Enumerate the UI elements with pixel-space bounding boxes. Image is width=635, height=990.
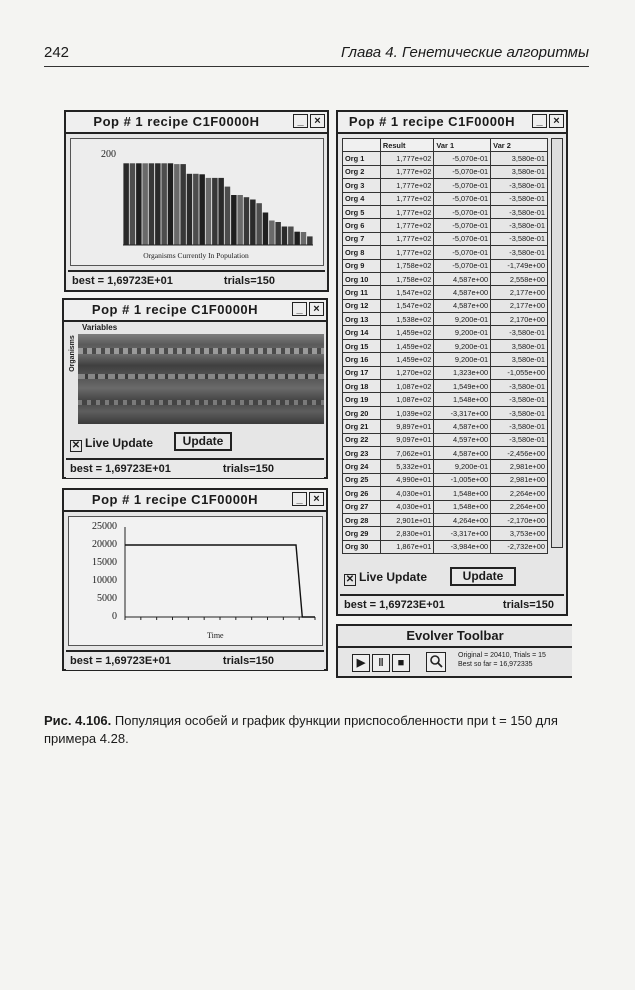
checkbox-box[interactable]: ✕ xyxy=(71,440,81,451)
table-cell: 1,777e+02 xyxy=(380,232,434,245)
table-cell: 1,459e+02 xyxy=(380,353,434,366)
line-y-tick: 10000 xyxy=(92,575,117,586)
table-cell: 9,200e-01 xyxy=(434,339,491,352)
row-header-cell: Org 14 xyxy=(343,326,381,339)
window-titlebar[interactable] xyxy=(66,112,327,134)
row-header-cell: Org 26 xyxy=(343,487,381,500)
table-cell: -5,070e-01 xyxy=(434,165,491,178)
best-value: best = 1,69723E+01 xyxy=(70,655,171,667)
bar xyxy=(193,174,199,245)
table-cell: 4,587e+00 xyxy=(434,446,491,459)
row-header-cell: Org 7 xyxy=(343,232,381,245)
table-cell: 2,830e+01 xyxy=(380,527,434,540)
table-row[interactable] xyxy=(343,433,548,446)
heatmap-stripe xyxy=(78,348,324,354)
table-cell: 1,459e+02 xyxy=(380,339,434,352)
trials-value: trials=150 xyxy=(222,655,274,667)
table-cell: 1,087e+02 xyxy=(380,393,434,406)
table-cell: 2,901e+01 xyxy=(380,513,434,526)
bar-chart-panel xyxy=(70,138,324,266)
bar xyxy=(237,195,243,245)
row-header-cell: Org 17 xyxy=(343,366,381,379)
row-header-cell: Org 15 xyxy=(343,339,381,352)
update-button[interactable]: Update xyxy=(450,567,516,586)
bar xyxy=(206,178,212,245)
row-header-cell: Org 2 xyxy=(343,165,381,178)
best-value: best = 1,69723E+01 xyxy=(344,599,445,611)
table-row[interactable] xyxy=(343,152,548,165)
table-row[interactable] xyxy=(343,219,548,232)
bar xyxy=(282,227,288,246)
table-row[interactable] xyxy=(343,460,548,473)
table-cell: 4,990e+01 xyxy=(380,473,434,486)
table-cell: -3,580e-01 xyxy=(491,246,548,259)
table-cell: 1,547e+02 xyxy=(380,299,434,312)
bar xyxy=(212,178,218,245)
table-cell: 1,777e+02 xyxy=(380,152,434,165)
table-row[interactable] xyxy=(343,286,548,299)
table-row[interactable] xyxy=(343,366,548,379)
table-row[interactable] xyxy=(343,272,548,285)
bar xyxy=(136,163,142,245)
variables-window xyxy=(62,298,328,479)
table-cell: 1,323e+00 xyxy=(434,366,491,379)
table-row[interactable] xyxy=(343,259,548,272)
table-cell: -3,317e+00 xyxy=(434,406,491,419)
bar xyxy=(142,163,148,245)
table-cell: 1,548e+00 xyxy=(434,487,491,500)
table-cell: 2,264e+00 xyxy=(491,500,548,513)
table-cell: 2,170e+00 xyxy=(491,313,548,326)
organisms-table xyxy=(342,138,548,554)
bar xyxy=(174,164,180,245)
table-cell: 4,030e+01 xyxy=(380,500,434,513)
table-cell: 9,897e+01 xyxy=(380,420,434,433)
table-cell: 4,587e+00 xyxy=(434,272,491,285)
table-cell: -3,580e-01 xyxy=(491,433,548,446)
row-header-cell: Org 30 xyxy=(343,540,381,553)
table-cell: 1,459e+02 xyxy=(380,326,434,339)
heatmap-stripe xyxy=(78,400,324,405)
table-cell: -1,005e+00 xyxy=(434,473,491,486)
line-chart-window xyxy=(62,488,328,671)
corner-cell xyxy=(343,139,381,152)
table-row[interactable] xyxy=(343,192,548,205)
caption-label: Рис. 4.106. xyxy=(44,713,112,728)
close-button[interactable]: × xyxy=(310,114,325,128)
table-cell: 7,062e+01 xyxy=(380,446,434,459)
minimize-button[interactable]: _ xyxy=(293,114,308,128)
table-row[interactable] xyxy=(343,179,548,192)
heatmap-stripe xyxy=(78,374,324,379)
table-cell: -5,070e-01 xyxy=(434,259,491,272)
bar xyxy=(263,213,269,246)
line-x-label: Time xyxy=(207,631,224,640)
table-cell: 9,200e-01 xyxy=(434,326,491,339)
toolbar-info-line: Original = 20410, Trials = 15 xyxy=(458,652,546,659)
table-cell: 3,753e+00 xyxy=(491,527,548,540)
bar-y-tick: 200 xyxy=(101,149,116,160)
bar xyxy=(288,227,294,246)
table-cell: 2,177e+00 xyxy=(491,286,548,299)
bar xyxy=(225,187,231,245)
live-update-label: Live Update xyxy=(85,436,154,450)
row-header-cell: Org 11 xyxy=(343,286,381,299)
table-row[interactable] xyxy=(343,326,548,339)
bar xyxy=(199,174,205,245)
table-cell: 4,587e+00 xyxy=(434,286,491,299)
pause-button[interactable]: ‖ xyxy=(372,654,390,672)
table-cell: -5,070e-01 xyxy=(434,232,491,245)
bar xyxy=(187,174,193,245)
chapter-title: Глава 4. Генетические алгоритмы xyxy=(340,44,589,61)
table-cell: 9,200e-01 xyxy=(434,353,491,366)
bar xyxy=(307,236,313,245)
table-row[interactable] xyxy=(343,487,548,500)
row-header-cell: Org 1 xyxy=(343,152,381,165)
status-bar xyxy=(68,270,325,290)
column-header[interactable]: Var 2 xyxy=(491,139,548,152)
bar-x-label: Organisms Currently In Population xyxy=(143,251,249,260)
row-header-cell: Org 18 xyxy=(343,380,381,393)
table-row[interactable] xyxy=(343,406,548,419)
window-titlebar[interactable] xyxy=(338,112,566,134)
row-header-cell: Org 16 xyxy=(343,353,381,366)
row-header-cell: Org 28 xyxy=(343,513,381,526)
organisms-side-label: Organisms xyxy=(68,335,76,372)
page-number: 242 xyxy=(44,44,70,61)
table-cell: -5,070e-01 xyxy=(434,219,491,232)
table-cell: -3,580e-01 xyxy=(491,219,548,232)
status-bar xyxy=(66,650,324,670)
bar-chart-window xyxy=(64,110,329,292)
window-title: Pop # 1 recipe C1F0000H xyxy=(91,492,259,507)
minimize-button[interactable]: _ xyxy=(292,302,307,316)
table-cell: -3,580e-01 xyxy=(491,393,548,406)
best-value: best = 1,69723E+01 xyxy=(72,275,173,287)
row-header-cell: Org 5 xyxy=(343,205,381,218)
table-cell: 3,580e-01 xyxy=(491,152,548,165)
trials-value: trials=150 xyxy=(502,599,554,611)
table-cell: 1,777e+02 xyxy=(380,246,434,259)
column-header[interactable]: Var 1 xyxy=(434,139,491,152)
table-row[interactable] xyxy=(343,246,548,259)
minimize-button[interactable]: _ xyxy=(532,114,547,128)
header-rule xyxy=(44,66,589,67)
table-cell: -3,580e-01 xyxy=(491,380,548,393)
table-row[interactable] xyxy=(343,299,548,312)
row-header-cell: Org 29 xyxy=(343,527,381,540)
table-cell: 1,777e+02 xyxy=(380,165,434,178)
table-cell: 2,981e+00 xyxy=(491,460,548,473)
table-cell: -1,055e+00 xyxy=(491,366,548,379)
table-cell: -3,984e+00 xyxy=(434,540,491,553)
trials-value: trials=150 xyxy=(222,463,274,475)
table-cell: -3,317e+00 xyxy=(434,527,491,540)
table-row[interactable] xyxy=(343,313,548,326)
table-cell: 1,547e+02 xyxy=(380,286,434,299)
organisms-table-window xyxy=(336,110,568,616)
table-row[interactable] xyxy=(343,513,548,526)
table-cell: 1,039e+02 xyxy=(380,406,434,419)
bar xyxy=(244,197,250,245)
toolbar-info-line: Best so far = 16,972335 xyxy=(458,661,533,668)
row-header-cell: Org 10 xyxy=(343,272,381,285)
close-button[interactable]: × xyxy=(309,492,324,506)
row-header-cell: Org 24 xyxy=(343,460,381,473)
line-y-tick: 5000 xyxy=(97,593,117,604)
bar xyxy=(301,232,307,245)
table-cell: -3,580e-01 xyxy=(491,205,548,218)
table-cell: 9,200e-01 xyxy=(434,313,491,326)
table-cell: 4,030e+01 xyxy=(380,487,434,500)
table-cell: 9,200e-01 xyxy=(434,460,491,473)
table-cell: 1,867e+01 xyxy=(380,540,434,553)
table-cell: -3,580e-01 xyxy=(491,420,548,433)
table-cell: 2,177e+00 xyxy=(491,299,548,312)
variables-heatmap xyxy=(78,334,324,424)
bar xyxy=(149,163,155,245)
row-header-cell: Org 4 xyxy=(343,192,381,205)
close-button[interactable]: × xyxy=(309,302,324,316)
bar xyxy=(231,195,237,245)
table-cell: 1,538e+02 xyxy=(380,313,434,326)
table-row[interactable] xyxy=(343,339,548,352)
table-cell: -5,070e-01 xyxy=(434,246,491,259)
row-header-cell: Org 20 xyxy=(343,406,381,419)
status-bar xyxy=(66,458,324,478)
table-row[interactable] xyxy=(343,446,548,459)
table-header-row xyxy=(343,139,548,152)
bar xyxy=(250,200,256,246)
checkbox-box[interactable]: ✕ xyxy=(345,574,355,585)
table-row[interactable] xyxy=(343,393,548,406)
line-y-tick: 0 xyxy=(112,611,117,622)
table-row[interactable] xyxy=(343,165,548,178)
bar xyxy=(168,163,174,245)
window-title: Pop # 1 recipe C1F0000H xyxy=(348,114,516,129)
row-header-cell: Org 19 xyxy=(343,393,381,406)
row-header-cell: Org 25 xyxy=(343,473,381,486)
table-row[interactable] xyxy=(343,527,548,540)
row-header-cell: Org 13 xyxy=(343,313,381,326)
table-cell: -3,580e-01 xyxy=(491,326,548,339)
table-cell: 2,558e+00 xyxy=(491,272,548,285)
table-row[interactable] xyxy=(343,232,548,245)
table-cell: -3,580e-01 xyxy=(491,406,548,419)
caption-text: Популяция особей и график функции приспособленности при t = 150 для примера 4.28. xyxy=(44,713,558,746)
row-header-cell: Org 23 xyxy=(343,446,381,459)
live-update-label: Live Update xyxy=(359,570,428,584)
table-cell: 3,580e-01 xyxy=(491,339,548,352)
table-cell: 1,758e+02 xyxy=(380,272,434,285)
table-cell: 4,264e+00 xyxy=(434,513,491,526)
table-cell: 1,087e+02 xyxy=(380,380,434,393)
table-cell: -5,070e-01 xyxy=(434,179,491,192)
bar xyxy=(218,178,224,245)
row-header-cell: Org 3 xyxy=(343,179,381,192)
table-cell: -2,170e+00 xyxy=(491,513,548,526)
table-cell: -2,456e+00 xyxy=(491,446,548,459)
bar xyxy=(269,221,275,246)
window-titlebar[interactable] xyxy=(64,300,326,322)
table-cell: 1,270e+02 xyxy=(380,366,434,379)
minimize-button[interactable]: _ xyxy=(292,492,307,506)
trials-value: trials=150 xyxy=(223,275,275,287)
line-y-tick: 20000 xyxy=(92,539,117,550)
fitness-line xyxy=(125,545,315,617)
table-cell: 2,981e+00 xyxy=(491,473,548,486)
table-row[interactable] xyxy=(343,205,548,218)
table-cell: -3,580e-01 xyxy=(491,192,548,205)
table-cell: 5,332e+01 xyxy=(380,460,434,473)
bar xyxy=(180,164,186,245)
row-header-cell: Org 8 xyxy=(343,246,381,259)
evolver-toolbar xyxy=(336,624,572,678)
stop-button[interactable]: ■ xyxy=(392,654,410,672)
table-cell: -5,070e-01 xyxy=(434,152,491,165)
table-cell: 1,758e+02 xyxy=(380,259,434,272)
status-bar xyxy=(340,594,564,614)
table-cell: -3,580e-01 xyxy=(491,232,548,245)
toolbar-info xyxy=(458,651,546,669)
table-cell: 1,777e+02 xyxy=(380,205,434,218)
bar xyxy=(161,163,167,245)
live-update-checkbox[interactable] xyxy=(344,570,427,586)
live-update-checkbox[interactable] xyxy=(70,436,153,452)
table-cell: -5,070e-01 xyxy=(434,205,491,218)
table-cell: -1,749e+00 xyxy=(491,259,548,272)
table-cell: 1,777e+02 xyxy=(380,192,434,205)
column-header[interactable]: Result xyxy=(380,139,434,152)
variables-header: Variables xyxy=(82,323,118,332)
bar xyxy=(123,163,128,245)
row-header-cell: Org 27 xyxy=(343,500,381,513)
close-button[interactable]: × xyxy=(549,114,564,128)
bar xyxy=(256,203,262,245)
table-cell: 1,548e+00 xyxy=(434,393,491,406)
line-y-tick: 15000 xyxy=(92,557,117,568)
bar xyxy=(155,163,161,245)
toolbar-title: Evolver Toolbar xyxy=(406,628,504,643)
magnifier-icon xyxy=(429,654,443,668)
row-header-cell: Org 21 xyxy=(343,420,381,433)
table-row[interactable] xyxy=(343,500,548,513)
table-cell: 3,580e-01 xyxy=(491,165,548,178)
table-row[interactable] xyxy=(343,540,548,553)
table-cell: 4,587e+00 xyxy=(434,420,491,433)
table-cell: 1,777e+02 xyxy=(380,219,434,232)
window-title: Pop # 1 recipe C1F0000H xyxy=(93,114,260,129)
figure-caption xyxy=(44,712,592,748)
table-cell: -3,580e-01 xyxy=(491,179,548,192)
row-header-cell: Org 12 xyxy=(343,299,381,312)
bar xyxy=(130,163,136,245)
table-cell: -2,732e+00 xyxy=(491,540,548,553)
row-header-cell: Org 22 xyxy=(343,433,381,446)
best-value: best = 1,69723E+01 xyxy=(70,463,171,475)
table-cell: 9,097e+01 xyxy=(380,433,434,446)
table-cell: 1,548e+00 xyxy=(434,500,491,513)
play-button[interactable]: ▶ xyxy=(352,654,370,672)
table-cell: 2,264e+00 xyxy=(491,487,548,500)
table-row[interactable] xyxy=(343,420,548,433)
table-row[interactable] xyxy=(343,380,548,393)
table-cell: 4,587e+00 xyxy=(434,299,491,312)
zoom-button[interactable] xyxy=(426,652,446,672)
table-cell: 1,549e+00 xyxy=(434,380,491,393)
table-cell: 4,597e+00 xyxy=(434,433,491,446)
table-cell: -5,070e-01 xyxy=(434,192,491,205)
vertical-scrollbar[interactable] xyxy=(551,138,563,548)
line-y-tick: 25000 xyxy=(92,521,117,532)
bar xyxy=(275,222,281,245)
table-cell: 3,580e-01 xyxy=(491,353,548,366)
row-header-cell: Org 6 xyxy=(343,219,381,232)
update-button[interactable]: Update xyxy=(174,432,232,451)
row-header-cell: Org 9 xyxy=(343,259,381,272)
toolbar-rule xyxy=(338,646,572,648)
window-titlebar[interactable] xyxy=(64,490,326,512)
table-row[interactable] xyxy=(343,353,548,366)
bar xyxy=(294,232,300,245)
window-title: Pop # 1 recipe C1F0000H xyxy=(91,302,259,317)
table-cell: 1,777e+02 xyxy=(380,179,434,192)
table-row[interactable] xyxy=(343,473,548,486)
line-chart-panel xyxy=(68,516,323,646)
